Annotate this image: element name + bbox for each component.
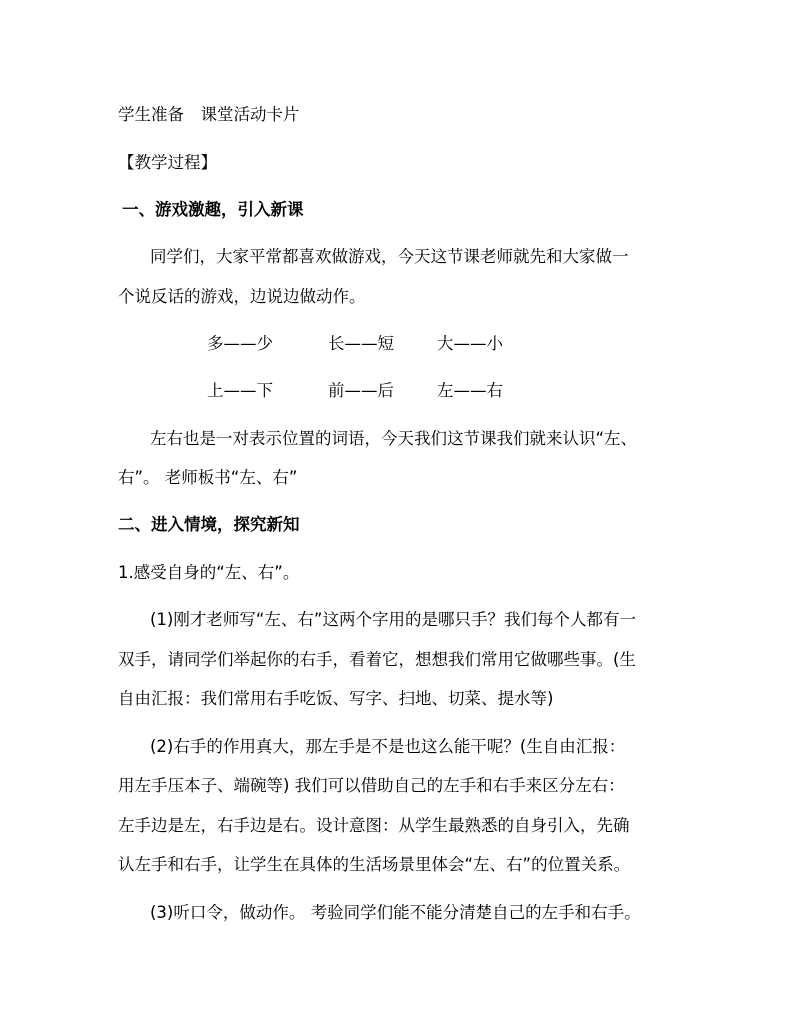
item1-title: 1.感受自身的“左、右”。: [118, 563, 300, 582]
student-preparation: 学生准备 课堂活动卡片: [118, 105, 300, 124]
section1-paragraph1-line1: 同学们，大家平常都喜欢做游戏，今天这节课老师就先和大家做一: [150, 247, 629, 266]
step2-line4: 认左手和右手，让学生在具体的生活场景里体会“左、右”的位置关系。: [118, 855, 631, 874]
section1-paragraph1-line2: 个说反话的游戏，边说边做动作。: [118, 287, 366, 306]
step2-line1: (2)右手的作用真大，那左手是不是也这么能干呢？(生自由汇报：: [150, 737, 626, 756]
antonym-pair: 前——后: [328, 381, 394, 400]
section1-heading: 一、游戏激趣，引入新课: [122, 200, 304, 219]
step2-line3: 左手边是左，右手边是右。设计意图：从学生最熟悉的自身引入，先确: [118, 816, 630, 835]
section1-paragraph2-line1: 左右也是一对表示位置的词语，今天我们这节课我们就来认识“左、: [150, 429, 638, 448]
antonym-pair: 上——下: [207, 381, 273, 400]
antonym-pair: 长——短: [328, 334, 394, 353]
step1-line1: (1)刚才老师写“左、右”这两个字用的是哪只手？我们每个人都有一: [150, 610, 636, 629]
section2-heading: 二、进入情境，探究新知: [118, 515, 300, 534]
antonym-pair: 多——少: [207, 334, 273, 353]
antonym-pair: 大——小: [437, 334, 503, 353]
step1-line3: 自由汇报：我们常用右手吃饭、写字、扫地、切菜、提水等): [118, 689, 554, 708]
teaching-process-heading: 【教学过程】: [118, 153, 217, 172]
antonym-pair: 左——右: [437, 381, 503, 400]
step1-line2: 双手，请同学们举起你的右手，看着它，想想我们常用它做哪些事。(生: [118, 650, 636, 669]
step3-line: (3)听口令，做动作。 考验同学们能不能分清楚自己的左手和右手。: [150, 903, 641, 922]
step2-line2: 用左手压本子、端碗等) 我们可以借助自己的左手和右手来区分左右：: [118, 776, 625, 795]
section1-paragraph2-line2: 右”。 老师板书“左、右”: [118, 468, 298, 487]
